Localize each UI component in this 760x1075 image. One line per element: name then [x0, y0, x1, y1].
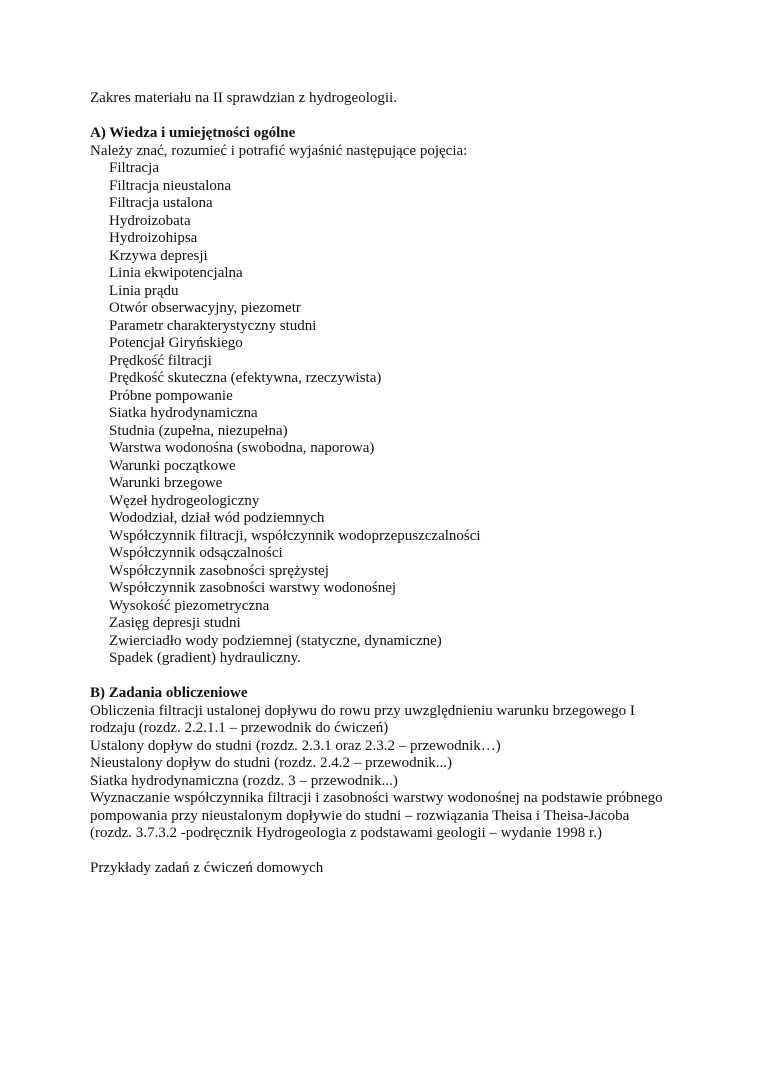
concept-list-item: Linia ekwipotencjalna — [109, 265, 243, 281]
concept-list-item: Hydroizobata — [109, 212, 191, 229]
concept-list-item: Współczynnik zasobności warstwy wodonośnej — [109, 580, 397, 596]
concept-list-item: Zwierciadło wody podziemnej (statyczne, dynamiczne) — [109, 632, 442, 649]
spacer — [90, 108, 690, 126]
concept-list-item: Studnia (zupełna, niezupełna) — [109, 422, 288, 439]
concept-list-item: Potencjał Giryńskiego — [109, 335, 243, 351]
task-list-item: Obliczenia filtracji ustalonej dopływu do rowu przy uwzględnieniu warunku brzegowego I rodzaju (rozdz. 2.2.1.1 – przewodnik do ćwiczeń) — [90, 702, 635, 736]
concept-list-item: Warunki początkowe — [109, 457, 236, 474]
tasks-list — [90, 703, 690, 843]
concept-list-item: Hydroizohipsa — [109, 230, 198, 246]
concept-list-item: Filtracja — [109, 160, 159, 176]
concept-list-item: Współczynnik filtracji, współczynnik wodoprzepuszczalności — [109, 527, 481, 544]
concept-list-item: Linia prądu — [109, 282, 179, 299]
concept-list-item: Współczynnik zasobności sprężystej — [109, 562, 329, 579]
concept-list-item: Węzeł hydrogeologiczny — [109, 492, 260, 509]
concept-list-item: Filtracja nieustalona — [109, 177, 232, 194]
concepts-list — [90, 160, 690, 668]
section-a-heading: A) Wiedza i umiejętności ogólne — [90, 125, 296, 141]
concept-list-item: Spadek (gradient) hydrauliczny. — [109, 650, 301, 666]
concept-list-item: Filtracja ustalona — [109, 195, 213, 211]
concept-list-item: Współczynnik odsączalności — [109, 545, 283, 561]
task-list-item: Nieustalony dopływ do studni (rozdz. 2.4.2 – przewodnik...) — [90, 755, 453, 771]
section-b-heading: B) Zadania obliczeniowe — [90, 685, 248, 701]
section-a-intro: Należy znać, rozumieć i potrafić wyjaśnić następujące pojęcia: — [90, 142, 468, 159]
concept-list-item: Próbne pompowanie — [109, 387, 233, 404]
concept-list-item: Siatka hydrodynamiczna — [109, 405, 258, 421]
concept-list-item: Zasięg depresji studni — [109, 615, 241, 631]
spacer — [90, 843, 690, 861]
spacer — [90, 668, 690, 686]
task-list-item: Ustalony dopływ do studni (rozdz. 2.3.1 oraz 2.3.2 – przewodnik…) — [90, 737, 501, 754]
concept-list-item: Parametr charakterystyczny studni — [109, 317, 317, 334]
document-title: Zakres materiału na II sprawdzian z hydrogeologii. — [90, 90, 397, 106]
concept-list-item: Prędkość skuteczna (efektywna, rzeczywista) — [109, 370, 382, 386]
task-list-item: Siatka hydrodynamiczna (rozdz. 3 – przewodnik...) — [90, 772, 398, 789]
concept-list-item: Otwór obserwacyjny, piezometr — [109, 300, 301, 316]
concept-list-item: Warunki brzegowe — [109, 475, 223, 491]
concept-list-item: Krzywa depresji — [109, 247, 208, 264]
concept-list-item: Wysokość piezometryczna — [109, 597, 270, 614]
concept-list-item: Warstwa wodonośna (swobodna, naporowa) — [109, 440, 375, 456]
task-list-item: Wyznaczanie współczynnika filtracji i zasobności warstwy wodonośnej na podstawie próbnego pompowania przy nieustalonym dopływie do studni – rozwiązania Theisa i Theisa-Jacoba (rozdz. 3.7.3.2 -podręcznik Hydrogeologia z podstawami geologii – wydanie 1998 r.) — [90, 790, 663, 841]
footer-note: Przykłady zadań z ćwiczeń domowych — [90, 860, 324, 876]
concept-list-item: Prędkość filtracji — [109, 352, 212, 369]
concept-list-item: Wododział, dział wód podziemnych — [109, 510, 325, 526]
document-page — [90, 90, 690, 878]
